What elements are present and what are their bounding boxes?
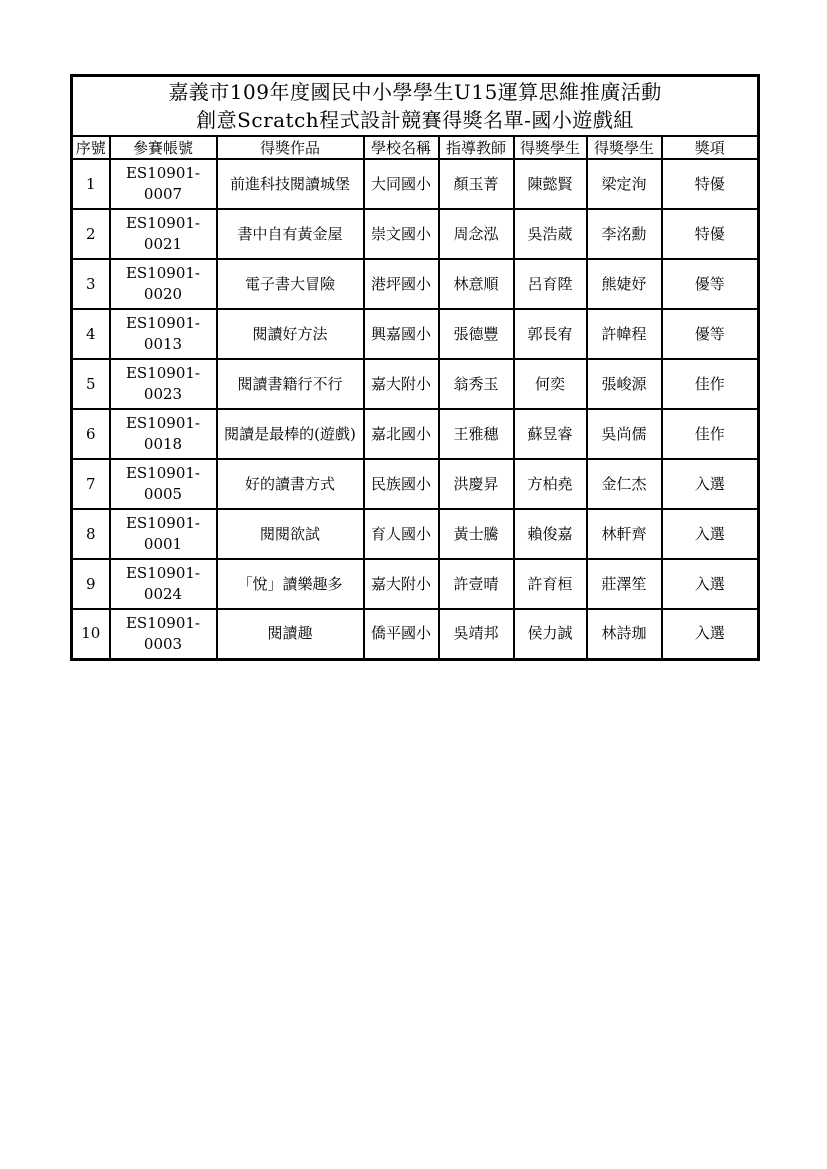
cell-award: 入選 <box>662 559 759 609</box>
cell-school: 港坪國小 <box>364 259 439 309</box>
cell-student-2: 金仁杰 <box>587 459 662 509</box>
cell-student-2: 梁定洵 <box>587 159 662 209</box>
col-header-account: 參賽帳號 <box>110 136 217 159</box>
cell-seq: 1 <box>72 159 110 209</box>
cell-student-1: 侯力誠 <box>514 609 587 659</box>
cell-student-2: 林詩珈 <box>587 609 662 659</box>
table-row <box>72 509 759 559</box>
cell-student-1: 賴俊嘉 <box>514 509 587 559</box>
cell-work: 「悅」讀樂趣多 <box>217 559 364 609</box>
cell-student-1: 蘇昱睿 <box>514 409 587 459</box>
cell-teacher: 張德豐 <box>439 309 514 359</box>
cell-school: 嘉北國小 <box>364 409 439 459</box>
cell-seq: 4 <box>72 309 110 359</box>
title-line-2: 創意Scratch程式設計競賽得獎名單-國小遊戲組 <box>196 108 634 132</box>
col-header-student-1: 得獎學生 <box>514 136 587 159</box>
cell-school: 育人國小 <box>364 509 439 559</box>
cell-school: 僑平國小 <box>364 609 439 659</box>
cell-teacher: 周念泓 <box>439 209 514 259</box>
cell-work: 閱讀書籍行不行 <box>217 359 364 409</box>
cell-account: ES10901-0005 <box>110 459 217 509</box>
cell-teacher: 王雅穗 <box>439 409 514 459</box>
cell-seq: 6 <box>72 409 110 459</box>
cell-school: 嘉大附小 <box>364 559 439 609</box>
table-row <box>72 559 759 609</box>
cell-award: 佳作 <box>662 359 759 409</box>
title-line-1: 嘉義市109年度國民中小學學生U15運算思維推廣活動 <box>168 80 662 104</box>
cell-seq: 7 <box>72 459 110 509</box>
cell-work: 前進科技閱讀城堡 <box>217 159 364 209</box>
table-row <box>72 159 759 209</box>
cell-student-2: 莊澤笙 <box>587 559 662 609</box>
cell-work: 書中自有黃金屋 <box>217 209 364 259</box>
cell-student-1: 何奕 <box>514 359 587 409</box>
document-title <box>72 76 759 137</box>
col-header-school: 學校名稱 <box>364 136 439 159</box>
cell-student-2: 許幃程 <box>587 309 662 359</box>
cell-teacher: 洪慶昇 <box>439 459 514 509</box>
cell-account: ES10901-0007 <box>110 159 217 209</box>
cell-student-1: 方柏堯 <box>514 459 587 509</box>
cell-teacher: 許壹晴 <box>439 559 514 609</box>
col-header-teacher: 指導教師 <box>439 136 514 159</box>
cell-teacher: 林意順 <box>439 259 514 309</box>
cell-seq: 9 <box>72 559 110 609</box>
col-header-seq: 序號 <box>72 136 110 159</box>
col-header-student-2: 得獎學生 <box>587 136 662 159</box>
cell-school: 嘉大附小 <box>364 359 439 409</box>
cell-award: 優等 <box>662 309 759 359</box>
cell-seq: 2 <box>72 209 110 259</box>
table-body <box>72 159 759 659</box>
cell-award: 特優 <box>662 209 759 259</box>
cell-student-2: 張峻源 <box>587 359 662 409</box>
cell-award: 入選 <box>662 509 759 559</box>
cell-work: 電子書大冒險 <box>217 259 364 309</box>
cell-teacher: 顏玉菁 <box>439 159 514 209</box>
cell-student-2: 熊婕妤 <box>587 259 662 309</box>
cell-account: ES10901-0021 <box>110 209 217 259</box>
cell-award: 入選 <box>662 459 759 509</box>
cell-student-1: 呂育陞 <box>514 259 587 309</box>
cell-work: 閱讀好方法 <box>217 309 364 359</box>
title-row <box>72 76 759 137</box>
cell-account: ES10901-0020 <box>110 259 217 309</box>
cell-seq: 3 <box>72 259 110 309</box>
cell-student-1: 陳懿賢 <box>514 159 587 209</box>
table-row <box>72 409 759 459</box>
cell-account: ES10901-0003 <box>110 609 217 659</box>
col-header-award: 獎項 <box>662 136 759 159</box>
cell-student-2: 吳尚儒 <box>587 409 662 459</box>
table-row <box>72 609 759 659</box>
table-row <box>72 459 759 509</box>
cell-work: 閱讀趣 <box>217 609 364 659</box>
cell-work: 好的讀書方式 <box>217 459 364 509</box>
cell-teacher: 翁秀玉 <box>439 359 514 409</box>
cell-student-1: 吳浩葳 <box>514 209 587 259</box>
cell-student-2: 李洺勳 <box>587 209 662 259</box>
cell-award: 優等 <box>662 259 759 309</box>
cell-seq: 5 <box>72 359 110 409</box>
cell-account: ES10901-0001 <box>110 509 217 559</box>
cell-school: 民族國小 <box>364 459 439 509</box>
table-row <box>72 359 759 409</box>
table-row <box>72 309 759 359</box>
cell-teacher: 吳靖邦 <box>439 609 514 659</box>
cell-seq: 8 <box>72 509 110 559</box>
cell-student-1: 許育桓 <box>514 559 587 609</box>
cell-account: ES10901-0018 <box>110 409 217 459</box>
cell-teacher: 黃士騰 <box>439 509 514 559</box>
cell-school: 興嘉國小 <box>364 309 439 359</box>
cell-student-2: 林軒齊 <box>587 509 662 559</box>
header-row <box>72 136 759 159</box>
cell-account: ES10901-0013 <box>110 309 217 359</box>
table-row <box>72 259 759 309</box>
cell-school: 崇文國小 <box>364 209 439 259</box>
cell-award: 入選 <box>662 609 759 659</box>
cell-award: 佳作 <box>662 409 759 459</box>
cell-seq: 10 <box>72 609 110 659</box>
cell-school: 大同國小 <box>364 159 439 209</box>
col-header-work: 得獎作品 <box>217 136 364 159</box>
table-row <box>72 209 759 259</box>
cell-award: 特優 <box>662 159 759 209</box>
cell-account: ES10901-0024 <box>110 559 217 609</box>
cell-account: ES10901-0023 <box>110 359 217 409</box>
cell-work: 閱閱欲試 <box>217 509 364 559</box>
award-table <box>70 74 760 661</box>
cell-student-1: 郭長宥 <box>514 309 587 359</box>
cell-work: 閱讀是最棒的(遊戲) <box>217 409 364 459</box>
